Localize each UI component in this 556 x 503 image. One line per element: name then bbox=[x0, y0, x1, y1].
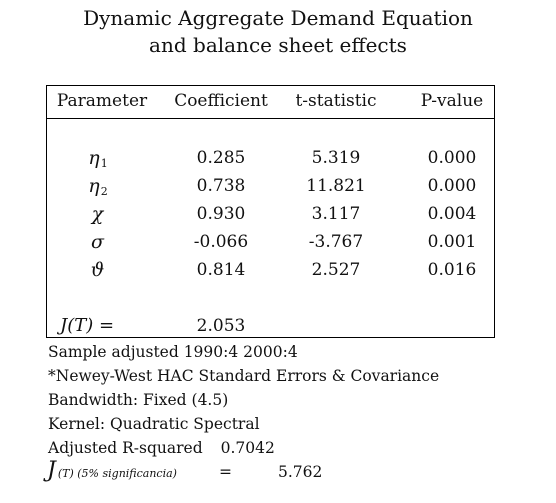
parameter-symbol: $\eta_1$ bbox=[88, 147, 108, 170]
header-parameter: Parameter bbox=[56, 91, 148, 111]
p-value: 0.004 bbox=[427, 204, 477, 224]
adjusted-r-squared-note bbox=[48, 438, 275, 458]
t-statistic-value: 5.319 bbox=[311, 148, 361, 168]
parameter-symbol: σ bbox=[91, 231, 104, 253]
table-row bbox=[0, 202, 556, 228]
p-value: 0.000 bbox=[427, 148, 477, 168]
r-squared-value: 0.7042 bbox=[220, 439, 275, 457]
jt-label: J(T) = bbox=[60, 315, 115, 336]
p-value: 0.000 bbox=[427, 176, 477, 196]
j-significance-label: (T) (5% significancia) bbox=[57, 467, 177, 480]
coefficient-value: 0.930 bbox=[196, 204, 246, 224]
table-row bbox=[0, 230, 556, 256]
title-line-2: and balance sheet effects bbox=[149, 33, 407, 57]
j-symbol: J bbox=[47, 458, 56, 483]
bandwidth-note: Bandwidth: Fixed (4.5) bbox=[48, 391, 229, 409]
t-statistic-value: 3.117 bbox=[311, 204, 361, 224]
j-equals: = bbox=[219, 463, 232, 481]
r-squared-label: Adjusted R-squared bbox=[48, 439, 203, 457]
p-value: 0.001 bbox=[427, 232, 477, 252]
parameter-symbol: ϑ bbox=[90, 259, 105, 281]
title-line-1: Dynamic Aggregate Demand Equation bbox=[83, 6, 473, 30]
table-row bbox=[0, 146, 556, 172]
header-t-statistic: t-statistic bbox=[295, 91, 377, 111]
coefficient-value: 0.814 bbox=[196, 260, 246, 280]
header-divider bbox=[46, 118, 495, 119]
table-row bbox=[0, 174, 556, 200]
t-statistic-value: 11.821 bbox=[306, 176, 366, 196]
table-row bbox=[0, 258, 556, 284]
sample-note: Sample adjusted 1990:4 2000:4 bbox=[48, 343, 298, 361]
t-statistic-value: 2.527 bbox=[311, 260, 361, 280]
kernel-note: Kernel: Quadratic Spectral bbox=[48, 415, 260, 433]
header-p-value: P-value bbox=[420, 91, 484, 111]
p-value: 0.016 bbox=[427, 260, 477, 280]
coefficient-value: 0.285 bbox=[196, 148, 246, 168]
t-statistic-value: -3.767 bbox=[308, 232, 364, 252]
header-coefficient: Coefficient bbox=[174, 91, 268, 111]
parameter-symbol: $\eta_2$ bbox=[88, 175, 108, 198]
coefficient-value: -0.066 bbox=[193, 232, 249, 252]
j-test-note bbox=[47, 458, 323, 484]
j-value: 5.762 bbox=[278, 463, 323, 481]
newey-west-note: *Newey-West HAC Standard Errors & Covariance bbox=[48, 367, 440, 385]
coefficient-value: 0.738 bbox=[196, 176, 246, 196]
parameter-symbol: χ bbox=[91, 203, 104, 225]
jt-value: 2.053 bbox=[196, 316, 246, 336]
